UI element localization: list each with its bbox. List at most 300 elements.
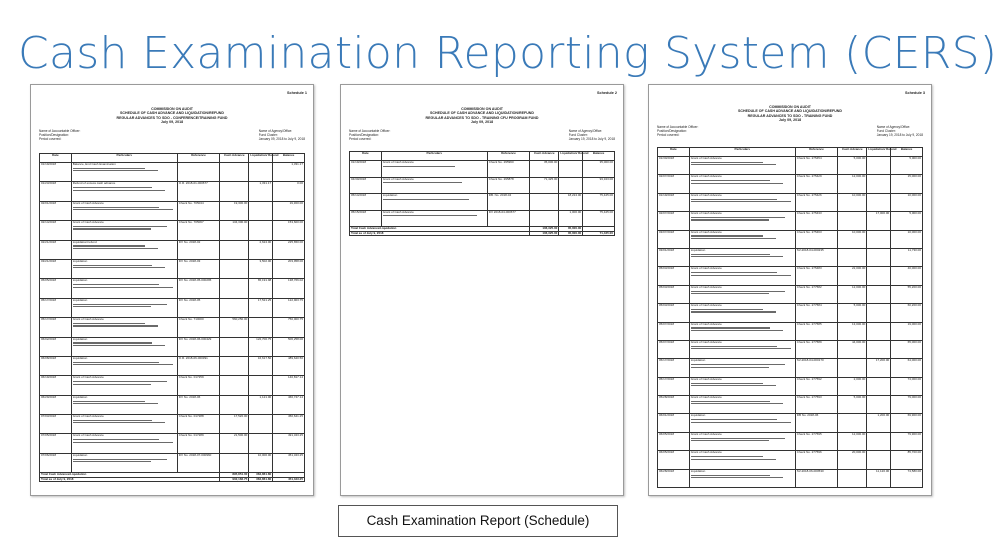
table-row <box>40 182 305 201</box>
table-cell: Check No. 275454 <box>795 157 837 175</box>
total-label: Total Cash Advance/Liquidation <box>350 227 530 232</box>
table-cell: 18,224.00 <box>559 194 583 211</box>
table-cell <box>689 359 795 377</box>
table-row <box>40 221 305 240</box>
table-cell: Check No. 710000 <box>177 318 219 337</box>
meta-field: Position/Designation: <box>349 133 379 137</box>
table-cell: Check No. 017289 <box>177 434 219 453</box>
table-row <box>658 157 923 175</box>
table-row <box>350 177 615 194</box>
meta-left <box>39 129 80 141</box>
table-cell <box>71 318 177 337</box>
grand-total-row <box>350 231 615 236</box>
meta-field: Name of Accountable Officer: <box>39 129 81 133</box>
text-line <box>691 346 778 347</box>
table-row <box>350 210 615 227</box>
meta-field: Fund Cluster: <box>258 133 278 137</box>
table-row <box>658 285 923 303</box>
text-line <box>73 168 145 169</box>
particulars-text: Grant of Cash Advance <box>690 192 722 197</box>
column-header: Date <box>658 148 690 157</box>
table-cell <box>867 285 891 303</box>
table-cell: 19,000.00 <box>891 322 923 340</box>
table-row <box>658 304 923 322</box>
table-cell: 05/07/2018 <box>658 340 690 358</box>
table-cell: 02/14/2018 <box>40 221 72 240</box>
text-line <box>73 420 152 421</box>
text-line <box>691 309 763 310</box>
table-cell: 10,000.00 <box>838 230 867 248</box>
table-cell <box>220 376 249 395</box>
text-line <box>691 456 763 457</box>
meta-left <box>657 125 698 137</box>
table-cell <box>867 175 891 193</box>
text-line <box>691 275 791 276</box>
sheet-meta <box>39 129 305 141</box>
table-cell <box>71 376 177 395</box>
table-row <box>658 267 923 285</box>
table-cell: 06/08/2018 <box>40 356 72 375</box>
table-cell: 466,747.14 <box>273 395 305 414</box>
table-cell <box>71 395 177 414</box>
grand-total-value: 451,343.25 <box>273 477 305 482</box>
table-cell: 64,000.00 <box>891 359 923 377</box>
table-cell: 60,200.00 <box>891 304 923 322</box>
grand-total-row <box>40 477 305 482</box>
text-line <box>73 342 152 343</box>
total-value: 384,861.80 <box>249 473 273 478</box>
particulars-text: Grant of Cash Advance <box>382 209 414 214</box>
column-header: Particulars <box>381 152 487 161</box>
particulars-text: Liquidation <box>690 358 706 363</box>
table-cell <box>249 415 273 434</box>
table-cell <box>867 340 891 358</box>
table-cell: 489,640.50 <box>273 356 305 375</box>
table-cell: Check No. 275429 <box>795 175 837 193</box>
table-cell <box>689 414 795 432</box>
text-line <box>383 199 470 200</box>
sheet-header <box>31 107 313 125</box>
table-row <box>350 161 615 178</box>
text-line <box>691 238 776 239</box>
table-cell: 1,331.17 <box>249 182 273 201</box>
table-cell <box>867 322 891 340</box>
column-header: Particulars <box>689 148 795 157</box>
table-body <box>40 163 305 482</box>
particulars-text: Grant of Cash Advance <box>690 174 722 179</box>
grand-total-label: Total as of July 9, 2018 <box>40 477 220 482</box>
table-cell: Check No. 705044 <box>177 201 219 220</box>
text-line <box>73 422 166 423</box>
column-header: Liquidation/ Refund <box>867 148 891 157</box>
figure-caption: Cash Examination Report (Schedule) <box>338 505 618 537</box>
table-cell: 75,425.00 <box>583 210 615 227</box>
meta-field: Period covered: <box>39 137 62 141</box>
table-cell: DV No. 2018-06-000429 <box>177 337 219 356</box>
schedule-table <box>657 147 923 488</box>
text-line <box>73 226 167 227</box>
grand-total-value: 35,000.00 <box>559 231 583 236</box>
table-cell: 3,502.00 <box>249 259 273 278</box>
table-cell: 05/03/2018 <box>658 267 690 285</box>
sheet-header-line: SCHEDULE OF CASH ADVANCE AND LIQUIDATION/REFUND <box>737 109 843 114</box>
table-cell: 07/05/2018 <box>40 434 72 453</box>
table-cell: Check No. 275463 <box>795 230 837 248</box>
table-cell: 1,000.00 <box>559 210 583 227</box>
text-line <box>383 215 477 216</box>
table-row <box>40 259 305 278</box>
table-cell: 5,000.00 <box>838 396 867 414</box>
column-header: Cash Advance <box>530 152 559 161</box>
table-cell: 10,000.00 <box>891 230 923 248</box>
meta-field: Name of Agency/Office: <box>568 129 603 133</box>
table-cell: 06/28/2018 <box>658 469 690 487</box>
table-cell: 06/02/2018 <box>40 337 72 356</box>
table-cell: 74,000.00 <box>891 377 923 395</box>
sheet-header-line: July 09, 2018 <box>778 118 802 123</box>
text-line <box>73 384 151 385</box>
text-line <box>691 438 785 439</box>
table-cell: DB No. 2018-06 <box>795 414 837 432</box>
table-cell <box>220 182 249 201</box>
table-cell: 1,331.17 <box>273 163 305 182</box>
table-cell: 01/23/2018 <box>40 182 72 201</box>
table-cell: 44,000.00 <box>838 340 867 358</box>
meta-field: Period covered: <box>657 133 680 137</box>
table-cell: 12,000.00 <box>838 285 867 303</box>
text-line <box>691 367 769 368</box>
text-line <box>73 265 152 266</box>
table-cell: 01/30/2018 <box>658 157 690 175</box>
table-cell <box>71 163 177 182</box>
table-cell <box>559 177 583 194</box>
table-row <box>658 432 923 450</box>
table-cell: SV-2018-04-000235 <box>795 248 837 266</box>
sheet-header-line: SCHEDULE OF CASH ADVANCE AND LIQUIDATION/REFUND <box>429 111 535 116</box>
meta-field: Position/Designation: <box>657 129 687 133</box>
particulars-text: Grant of Cash Advance <box>690 266 722 271</box>
table-cell: O.R. 2018-06-000391 <box>177 356 219 375</box>
table-cell <box>220 259 249 278</box>
schedule-label: Schedule 2 <box>596 91 617 95</box>
meta-field: January 19, 2018 to July 9, 2018 <box>568 137 615 141</box>
particulars-text: Liquidation <box>72 258 88 263</box>
table-cell: DV No. 2018-02 <box>177 240 219 259</box>
page-title: Cash Examination Reporting System (CERS) <box>18 28 997 79</box>
table-row <box>40 298 305 317</box>
text-line <box>73 381 167 382</box>
table-row <box>40 318 305 337</box>
text-line <box>691 477 784 478</box>
table-cell: 02/07/2018 <box>658 175 690 193</box>
text-line <box>73 304 167 305</box>
column-header: Reference <box>487 152 529 161</box>
table-cell <box>689 340 795 358</box>
sheet-header <box>649 105 931 123</box>
table-cell: Check No. 017259 <box>177 376 219 395</box>
text-line <box>691 475 770 476</box>
table-cell <box>381 210 487 227</box>
table-cell: 138,766.02 <box>273 279 305 298</box>
table-cell <box>838 359 867 377</box>
table-row <box>40 279 305 298</box>
text-line <box>73 459 167 460</box>
text-line <box>691 422 791 423</box>
table-cell: 05/03/2018 <box>658 304 690 322</box>
table-cell: Check No. 277592 <box>795 377 837 395</box>
particulars-text: Liquidation <box>72 355 88 360</box>
table-cell <box>71 221 177 240</box>
particulars-text: Grant of Cash Advance <box>690 339 722 344</box>
table-cell <box>177 163 219 182</box>
table-cell: 71,425.00 <box>530 177 559 194</box>
table-cell <box>249 201 273 220</box>
table-cell <box>689 377 795 395</box>
table-cell <box>867 193 891 211</box>
table-cell: 06/05/2018 <box>658 451 690 469</box>
table-cell <box>867 304 891 322</box>
table-row <box>658 322 923 340</box>
table-cell <box>838 469 867 487</box>
table-cell: 74,580.00 <box>891 469 923 487</box>
table-cell: 35,000.00 <box>530 161 559 178</box>
text-line <box>73 401 145 402</box>
table-cell: 01/19/2018 <box>658 193 690 211</box>
table-cell <box>220 356 249 375</box>
table-cell: 2,624.00 <box>249 240 273 259</box>
table-row <box>40 163 305 182</box>
meta-field: January 19, 2018 to July 9, 2018 <box>876 133 923 137</box>
table-cell <box>867 432 891 450</box>
table-cell: 225,650.00 <box>273 240 305 259</box>
table-cell <box>689 212 795 230</box>
column-header: Particulars <box>71 154 177 163</box>
table-row <box>658 359 923 377</box>
table-cell: 10,000.00 <box>891 193 923 211</box>
table-cell <box>71 298 177 317</box>
table-cell: 21,500.00 <box>220 434 249 453</box>
text-line <box>73 284 160 285</box>
table-cell <box>71 356 177 375</box>
particulars-text: Liquidation <box>382 193 398 197</box>
table-cell: 02/07/2018 <box>658 212 690 230</box>
table-cell: 40,000.00 <box>891 267 923 285</box>
text-line <box>73 170 158 171</box>
table-cell <box>867 248 891 266</box>
meta-field: Name of Accountable Officer: <box>349 129 391 133</box>
table-cell: 05/17/2018 <box>40 318 72 337</box>
table-cell: 22,000.00 <box>838 267 867 285</box>
table-cell: 65,000.00 <box>891 340 923 358</box>
table-cell: 140,817.14 <box>273 376 305 395</box>
table-row <box>658 396 923 414</box>
meta-field: Name of Accountable Officer: <box>657 125 699 129</box>
table-row <box>40 201 305 220</box>
table-cell <box>689 248 795 266</box>
table-cell: 05/17/2018 <box>658 359 690 377</box>
table-cell <box>838 414 867 432</box>
table-row <box>658 414 923 432</box>
sheet-header-line: SCHEDULE OF CASH ADVANCE AND LIQUIDATION/REFUND <box>119 111 225 116</box>
column-header: Cash Advance <box>220 154 249 163</box>
particulars-text: Grant of Cash Advance <box>72 375 104 380</box>
table-cell: 06/05/2018 <box>658 432 690 450</box>
text-line <box>691 293 769 294</box>
table-cell: 1,200.00 <box>867 414 891 432</box>
text-line <box>691 419 778 420</box>
text-line <box>691 364 785 365</box>
particulars-text: Grant of Cash Advance <box>690 303 722 308</box>
table-cell: 04/30/2018 <box>350 177 382 194</box>
table-cell <box>689 432 795 450</box>
table-cell <box>71 240 177 259</box>
table-cell: 05/28/2018 <box>658 396 690 414</box>
particulars-text: Grant of Cash Advance <box>690 284 722 289</box>
table-cell: DB. No. 2018-04 <box>487 194 529 211</box>
table-cell: 06/29/2018 <box>40 395 72 414</box>
text-line <box>383 182 462 183</box>
table-cell: 750,000.75 <box>273 318 305 337</box>
table-cell: Check No. 277596 <box>795 451 837 469</box>
table-cell: 203,958.00 <box>273 259 305 278</box>
particulars-text: Grant of Cash Advance <box>72 317 104 322</box>
text-line <box>691 217 785 218</box>
table-cell: Check No. 277585 <box>795 322 837 340</box>
table-cell: Check No. 275483 <box>795 267 837 285</box>
table-cell: DV 2018-04-000677 <box>487 210 529 227</box>
sheet-meta <box>349 129 615 141</box>
particulars-text: Grant of Cash Advance <box>72 433 104 438</box>
column-header: Balance <box>583 152 615 161</box>
schedule-label: Schedule 1 <box>286 91 307 95</box>
table-row <box>40 376 305 395</box>
text-line <box>691 235 763 236</box>
column-header: Reference <box>177 154 219 163</box>
table-cell: 07/06/2018 <box>40 453 72 472</box>
table-cell: 20,000.00 <box>838 451 867 469</box>
particulars-text: Grant of Cash Advance <box>690 211 722 216</box>
table-cell: Check No. 277582 <box>795 285 837 303</box>
table-cell: 5,000.00 <box>838 304 867 322</box>
particulars-text: Grant of Cash Advance <box>690 395 722 400</box>
table-cell <box>867 157 891 175</box>
table-cell: 55,200.00 <box>891 285 923 303</box>
table-cell: DV No. 2018-05-000295 <box>177 279 219 298</box>
particulars-text: Liquidation/refund <box>72 239 97 244</box>
particulars-text: Liquidation <box>72 336 88 341</box>
table-cell: 560,250.00 <box>220 318 249 337</box>
sheet-header <box>341 107 623 125</box>
table-cell: Check No. 017288 <box>177 415 219 434</box>
table-cell: 506,258.00 <box>273 337 305 356</box>
meta-field: Name of Agency/Office: <box>876 125 911 129</box>
table-cell: 05/07/2018 <box>658 322 690 340</box>
table-cell: O.R. 2018-01-000677 <box>177 182 219 201</box>
table-cell: DV No. 2018-03 <box>177 259 219 278</box>
text-line <box>691 164 776 165</box>
table-row <box>658 377 923 395</box>
text-line <box>691 180 770 181</box>
table-cell: 10,000.00 <box>249 453 273 472</box>
table-cell <box>220 279 249 298</box>
table-cell <box>71 434 177 453</box>
total-value: 35,000.00 <box>559 227 583 232</box>
meta-field: Name of Agency/Office: <box>258 129 293 133</box>
text-line <box>73 228 151 229</box>
particulars-text: Liquidation <box>690 413 706 418</box>
table-row <box>40 337 305 356</box>
table-cell: 03/07/2018 <box>658 230 690 248</box>
text-line <box>73 267 166 268</box>
particulars-text: Grant of Cash Advance <box>690 450 722 455</box>
sheet-header-line: COMMISSION ON AUDIT <box>769 105 811 109</box>
table-cell: 07/03/2018 <box>40 415 72 434</box>
table-cell: 79,900.00 <box>891 432 923 450</box>
table-cell: Check No. 277584 <box>795 304 837 322</box>
table-cell <box>689 304 795 322</box>
meta-right <box>569 129 615 141</box>
table-cell: 05/05/2018 <box>40 279 72 298</box>
text-line <box>691 440 769 441</box>
text-line <box>691 348 791 349</box>
table-cell: 02/21/2018 <box>40 240 72 259</box>
table-cell: 06/19/2018 <box>40 376 72 395</box>
table-cell <box>689 193 795 211</box>
table-row <box>350 194 615 211</box>
table-cell <box>71 415 177 434</box>
table-cell <box>220 163 249 182</box>
table-cell: 75,425.00 <box>583 194 615 211</box>
text-line <box>691 162 763 163</box>
meta-right <box>877 125 923 137</box>
text-line <box>691 330 784 331</box>
text-line <box>691 201 791 202</box>
table-cell: 12,000.00 <box>838 432 867 450</box>
particulars-text: Grant of Cash Advance <box>382 160 414 164</box>
text-line <box>73 190 166 191</box>
grand-total-value: 384,861.80 <box>249 477 273 482</box>
sheet-header-line: REGULAR ADVANCES TO SDO - TRAINING CFU PROGRAM FUND <box>425 115 539 120</box>
table-row <box>658 248 923 266</box>
table-cell: 05/03/2018 <box>658 285 690 303</box>
meta-field: Position/Designation: <box>39 133 69 137</box>
schedule-table <box>349 151 615 236</box>
table-cell: 1,121.00 <box>249 395 273 414</box>
table-cell: 79,000.00 <box>891 396 923 414</box>
text-line <box>73 287 173 288</box>
text-line <box>73 207 160 208</box>
particulars-text: Liquidation <box>72 278 88 283</box>
text-line <box>691 459 776 460</box>
table-cell: 17,521.25 <box>249 298 273 317</box>
particulars-text: Grant of Cash Advance <box>72 200 104 205</box>
text-line <box>691 256 784 257</box>
text-line <box>73 461 151 462</box>
column-header: Balance <box>891 148 923 157</box>
sheet-header-line: COMMISSION ON AUDIT <box>461 107 503 111</box>
text-line <box>73 245 145 246</box>
column-header: Date <box>40 154 72 163</box>
sheet-header-line: COMMISSION ON AUDIT <box>151 107 193 111</box>
text-line <box>691 383 763 384</box>
table-cell: 451,343.25 <box>273 453 305 472</box>
table-cell: Check No. 277595 <box>795 432 837 450</box>
table-cell: Check No. 295878 <box>487 177 529 194</box>
table-row <box>40 356 305 375</box>
sheet-header-line: REGULAR ADVANCES TO SDO - TRAINING FUND <box>747 113 833 118</box>
text-line <box>383 166 455 167</box>
table-cell: Check No. 295960 <box>487 161 529 178</box>
